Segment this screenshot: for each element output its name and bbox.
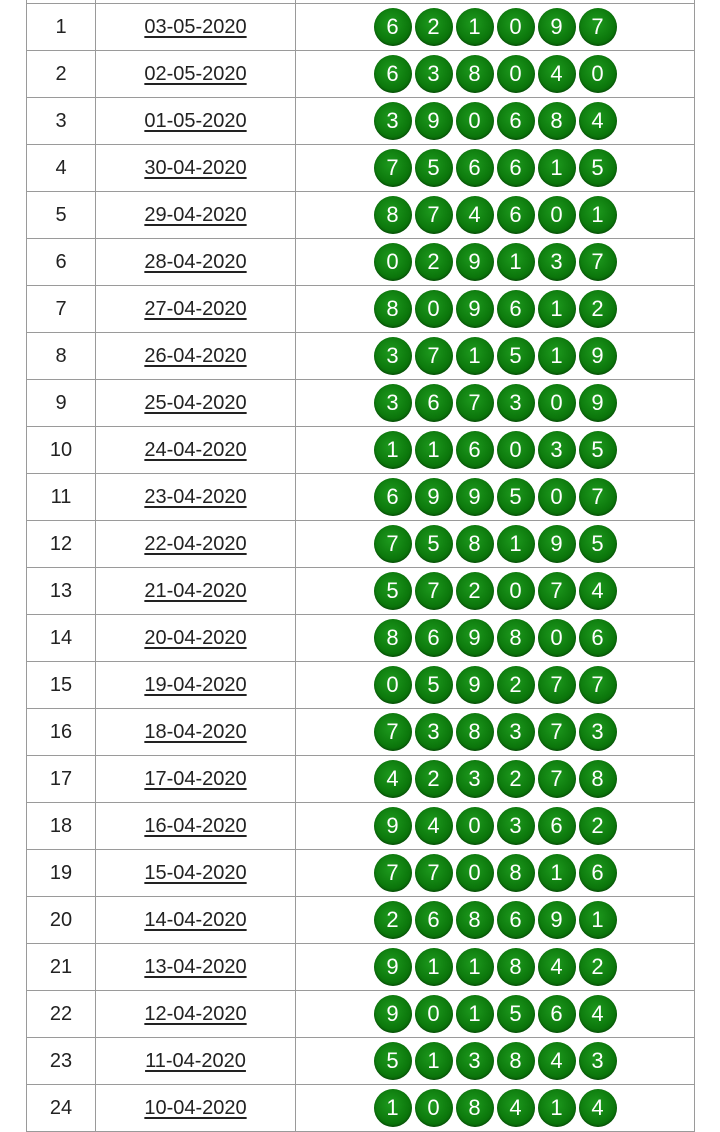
table-row (27, 427, 695, 474)
number-ball: 5 (579, 525, 617, 563)
number-ball: 3 (579, 713, 617, 751)
row-number: 12 (27, 521, 96, 568)
number-ball: 4 (374, 760, 412, 798)
result-balls (296, 807, 694, 845)
row-number: 14 (27, 615, 96, 662)
number-ball: 0 (456, 807, 494, 845)
number-ball: 0 (538, 196, 576, 234)
number-ball: 3 (415, 713, 453, 751)
date-link[interactable]: 18-04-2020 (144, 720, 247, 743)
number-ball: 5 (579, 431, 617, 469)
number-ball: 7 (538, 760, 576, 798)
number-ball: 3 (415, 55, 453, 93)
number-ball: 9 (456, 478, 494, 516)
result-cell (296, 850, 695, 897)
result-cell (296, 1085, 695, 1132)
number-ball: 7 (538, 572, 576, 610)
number-ball: 7 (415, 196, 453, 234)
number-ball: 0 (374, 666, 412, 704)
table-row (27, 709, 695, 756)
result-balls (296, 995, 694, 1033)
number-ball: 0 (538, 478, 576, 516)
result-cell (296, 709, 695, 756)
date-cell (96, 145, 296, 192)
result-cell (296, 333, 695, 380)
result-balls (296, 431, 694, 469)
result-balls (296, 619, 694, 657)
row-number: 20 (27, 897, 96, 944)
number-ball: 1 (538, 290, 576, 328)
number-ball: 7 (456, 384, 494, 422)
result-cell (296, 568, 695, 615)
date-cell (96, 1085, 296, 1132)
date-cell (96, 991, 296, 1038)
number-ball: 0 (538, 619, 576, 657)
number-ball: 8 (538, 102, 576, 140)
row-number: 1 (27, 4, 96, 51)
number-ball: 9 (374, 807, 412, 845)
table-row (27, 991, 695, 1038)
result-balls (296, 55, 694, 93)
date-cell (96, 1038, 296, 1085)
row-number: 21 (27, 944, 96, 991)
date-link[interactable]: 24-04-2020 (144, 438, 247, 461)
results-table-body (27, 0, 695, 1132)
table-row (27, 333, 695, 380)
result-balls (296, 948, 694, 986)
date-link[interactable]: 23-04-2020 (144, 485, 247, 508)
result-cell (296, 474, 695, 521)
result-balls (296, 666, 694, 704)
row-number: 9 (27, 380, 96, 427)
number-ball: 8 (374, 619, 412, 657)
result-cell (296, 427, 695, 474)
result-cell (296, 98, 695, 145)
date-link[interactable]: 19-04-2020 (144, 673, 247, 696)
table-row (27, 286, 695, 333)
date-cell (96, 51, 296, 98)
number-ball: 1 (538, 854, 576, 892)
number-ball: 0 (497, 572, 535, 610)
number-ball: 3 (456, 1042, 494, 1080)
number-ball: 4 (538, 55, 576, 93)
number-ball: 1 (456, 948, 494, 986)
date-link[interactable]: 14-04-2020 (144, 908, 247, 931)
number-ball: 9 (415, 478, 453, 516)
result-cell (296, 521, 695, 568)
table-row (27, 51, 695, 98)
number-ball: 2 (579, 290, 617, 328)
number-ball: 2 (456, 572, 494, 610)
number-ball: 9 (456, 666, 494, 704)
table-row (27, 1038, 695, 1085)
number-ball: 7 (579, 243, 617, 281)
number-ball: 6 (497, 196, 535, 234)
result-balls (296, 901, 694, 939)
number-ball: 6 (374, 8, 412, 46)
number-ball: 1 (579, 901, 617, 939)
number-ball: 8 (456, 525, 494, 563)
number-ball: 2 (579, 948, 617, 986)
number-ball: 4 (456, 196, 494, 234)
number-ball: 3 (538, 243, 576, 281)
date-cell (96, 192, 296, 239)
result-balls (296, 337, 694, 375)
result-balls (296, 149, 694, 187)
result-cell (296, 145, 695, 192)
number-ball: 1 (374, 431, 412, 469)
number-ball: 1 (538, 1089, 576, 1127)
number-ball: 8 (497, 1042, 535, 1080)
number-ball: 8 (579, 760, 617, 798)
result-balls (296, 1089, 694, 1127)
table-row (27, 803, 695, 850)
date-cell (96, 427, 296, 474)
number-ball: 1 (374, 1089, 412, 1127)
number-ball: 6 (415, 619, 453, 657)
row-number: 18 (27, 803, 96, 850)
number-ball: 8 (456, 713, 494, 751)
date-link[interactable]: 22-04-2020 (144, 532, 247, 555)
date-cell (96, 709, 296, 756)
table-row (27, 615, 695, 662)
number-ball: 1 (456, 995, 494, 1033)
date-cell (96, 474, 296, 521)
row-number: 16 (27, 709, 96, 756)
result-balls (296, 1042, 694, 1080)
result-cell (296, 756, 695, 803)
result-cell (296, 286, 695, 333)
table-row (27, 239, 695, 286)
number-ball: 6 (538, 995, 576, 1033)
date-link[interactable]: 26-04-2020 (144, 344, 247, 367)
number-ball: 7 (538, 666, 576, 704)
date-link[interactable]: 11-04-2020 (145, 1049, 246, 1072)
number-ball: 0 (456, 854, 494, 892)
table-row (27, 897, 695, 944)
number-ball: 6 (456, 149, 494, 187)
number-ball: 8 (456, 55, 494, 93)
result-balls (296, 478, 694, 516)
row-number: 22 (27, 991, 96, 1038)
number-ball: 0 (374, 243, 412, 281)
number-ball: 6 (497, 290, 535, 328)
date-link[interactable]: 17-04-2020 (144, 767, 247, 790)
row-number: 4 (27, 145, 96, 192)
row-number: 11 (27, 474, 96, 521)
date-cell (96, 239, 296, 286)
number-ball: 7 (415, 854, 453, 892)
row-number: 13 (27, 568, 96, 615)
result-balls (296, 384, 694, 422)
result-balls (296, 196, 694, 234)
number-ball: 7 (579, 666, 617, 704)
number-ball: 0 (497, 55, 535, 93)
date-cell (96, 333, 296, 380)
number-ball: 7 (374, 149, 412, 187)
result-cell (296, 944, 695, 991)
row-number: 23 (27, 1038, 96, 1085)
number-ball: 4 (579, 102, 617, 140)
row-number: 7 (27, 286, 96, 333)
row-number: 24 (27, 1085, 96, 1132)
number-ball: 3 (538, 431, 576, 469)
number-ball: 9 (374, 995, 412, 1033)
result-balls (296, 525, 694, 563)
result-cell (296, 803, 695, 850)
table-row (27, 850, 695, 897)
number-ball: 1 (415, 1042, 453, 1080)
number-ball: 3 (456, 760, 494, 798)
date-link[interactable]: 15-04-2020 (144, 861, 247, 884)
number-ball: 9 (538, 525, 576, 563)
number-ball: 4 (497, 1089, 535, 1127)
number-ball: 6 (538, 807, 576, 845)
number-ball: 1 (497, 243, 535, 281)
number-ball: 0 (497, 431, 535, 469)
date-link[interactable]: 30-04-2020 (144, 156, 247, 179)
results-table-container (26, 0, 694, 1132)
number-ball: 6 (456, 431, 494, 469)
number-ball: 4 (579, 572, 617, 610)
row-number: 19 (27, 850, 96, 897)
number-ball: 4 (415, 807, 453, 845)
date-cell (96, 897, 296, 944)
date-link[interactable]: 27-04-2020 (144, 297, 247, 320)
number-ball: 8 (456, 1089, 494, 1127)
date-link[interactable]: 01-05-2020 (144, 109, 247, 132)
result-balls (296, 713, 694, 751)
number-ball: 9 (579, 337, 617, 375)
number-ball: 6 (579, 854, 617, 892)
result-cell (296, 991, 695, 1038)
number-ball: 9 (456, 619, 494, 657)
number-ball: 0 (538, 384, 576, 422)
result-cell (296, 192, 695, 239)
number-ball: 1 (538, 337, 576, 375)
number-ball: 6 (497, 102, 535, 140)
number-ball: 6 (415, 901, 453, 939)
number-ball: 9 (415, 102, 453, 140)
date-cell (96, 662, 296, 709)
number-ball: 0 (415, 995, 453, 1033)
number-ball: 6 (415, 384, 453, 422)
number-ball: 7 (579, 8, 617, 46)
table-row (27, 568, 695, 615)
date-cell (96, 803, 296, 850)
number-ball: 6 (497, 149, 535, 187)
table-row (27, 944, 695, 991)
number-ball: 5 (374, 1042, 412, 1080)
result-balls (296, 760, 694, 798)
result-balls (296, 854, 694, 892)
number-ball: 4 (579, 995, 617, 1033)
number-ball: 1 (538, 149, 576, 187)
result-cell (296, 239, 695, 286)
row-number: 8 (27, 333, 96, 380)
number-ball: 7 (579, 478, 617, 516)
table-row (27, 521, 695, 568)
date-link[interactable]: 29-04-2020 (144, 203, 247, 226)
table-row (27, 192, 695, 239)
table-row (27, 474, 695, 521)
number-ball: 2 (497, 666, 535, 704)
result-cell (296, 615, 695, 662)
number-ball: 2 (579, 807, 617, 845)
row-number: 3 (27, 98, 96, 145)
number-ball: 3 (579, 1042, 617, 1080)
number-ball: 8 (497, 619, 535, 657)
date-link[interactable]: 13-04-2020 (144, 955, 247, 978)
date-cell (96, 568, 296, 615)
number-ball: 3 (374, 384, 412, 422)
result-cell (296, 897, 695, 944)
date-link[interactable]: 20-04-2020 (144, 626, 247, 649)
number-ball: 2 (415, 8, 453, 46)
number-ball: 4 (579, 1089, 617, 1127)
date-cell (96, 380, 296, 427)
number-ball: 7 (415, 572, 453, 610)
result-cell (296, 662, 695, 709)
row-number: 6 (27, 239, 96, 286)
date-link[interactable]: 02-05-2020 (144, 62, 247, 85)
date-link[interactable]: 16-04-2020 (144, 814, 247, 837)
number-ball: 1 (579, 196, 617, 234)
row-number: 17 (27, 756, 96, 803)
date-link[interactable]: 03-05-2020 (144, 15, 247, 38)
result-balls (296, 102, 694, 140)
date-cell (96, 850, 296, 897)
number-ball: 6 (579, 619, 617, 657)
date-cell (96, 944, 296, 991)
row-number: 10 (27, 427, 96, 474)
result-balls (296, 290, 694, 328)
number-ball: 9 (538, 901, 576, 939)
date-link[interactable]: 10-04-2020 (144, 1096, 247, 1119)
date-link[interactable]: 21-04-2020 (144, 579, 247, 602)
result-balls (296, 572, 694, 610)
number-ball: 0 (415, 1089, 453, 1127)
date-cell (96, 615, 296, 662)
number-ball: 9 (456, 290, 494, 328)
number-ball: 9 (579, 384, 617, 422)
number-ball: 1 (456, 8, 494, 46)
results-table (26, 0, 695, 1132)
number-ball: 6 (374, 478, 412, 516)
date-cell (96, 4, 296, 51)
number-ball: 3 (374, 337, 412, 375)
table-row (27, 98, 695, 145)
number-ball: 7 (415, 337, 453, 375)
number-ball: 9 (538, 8, 576, 46)
date-cell (96, 521, 296, 568)
number-ball: 5 (415, 525, 453, 563)
date-cell (96, 98, 296, 145)
table-row (27, 380, 695, 427)
result-cell (296, 51, 695, 98)
number-ball: 2 (415, 243, 453, 281)
number-ball: 0 (579, 55, 617, 93)
number-ball: 1 (497, 525, 535, 563)
result-cell (296, 380, 695, 427)
number-ball: 0 (415, 290, 453, 328)
number-ball: 8 (497, 854, 535, 892)
row-number: 15 (27, 662, 96, 709)
number-ball: 0 (456, 102, 494, 140)
table-row (27, 756, 695, 803)
number-ball: 4 (538, 1042, 576, 1080)
table-row (27, 4, 695, 51)
table-row (27, 145, 695, 192)
number-ball: 2 (374, 901, 412, 939)
number-ball: 5 (374, 572, 412, 610)
date-cell (96, 756, 296, 803)
number-ball: 5 (415, 149, 453, 187)
number-ball: 8 (497, 948, 535, 986)
table-row (27, 1085, 695, 1132)
number-ball: 3 (497, 713, 535, 751)
number-ball: 6 (374, 55, 412, 93)
date-link[interactable]: 12-04-2020 (144, 1002, 247, 1025)
number-ball: 7 (374, 713, 412, 751)
number-ball: 7 (538, 713, 576, 751)
number-ball: 2 (415, 760, 453, 798)
number-ball: 5 (497, 478, 535, 516)
date-link[interactable]: 28-04-2020 (144, 250, 247, 273)
date-link[interactable]: 25-04-2020 (144, 391, 247, 414)
number-ball: 8 (374, 196, 412, 234)
number-ball: 3 (374, 102, 412, 140)
number-ball: 0 (497, 8, 535, 46)
number-ball: 7 (374, 854, 412, 892)
number-ball: 6 (497, 901, 535, 939)
number-ball: 9 (374, 948, 412, 986)
row-number: 5 (27, 192, 96, 239)
result-balls (296, 243, 694, 281)
result-balls (296, 8, 694, 46)
number-ball: 3 (497, 807, 535, 845)
number-ball: 9 (456, 243, 494, 281)
result-cell (296, 1038, 695, 1085)
row-number: 2 (27, 51, 96, 98)
number-ball: 1 (415, 431, 453, 469)
number-ball: 1 (456, 337, 494, 375)
result-cell (296, 4, 695, 51)
number-ball: 5 (497, 337, 535, 375)
number-ball: 5 (579, 149, 617, 187)
date-cell (96, 286, 296, 333)
number-ball: 5 (497, 995, 535, 1033)
number-ball: 4 (538, 948, 576, 986)
number-ball: 2 (497, 760, 535, 798)
number-ball: 8 (374, 290, 412, 328)
number-ball: 3 (497, 384, 535, 422)
number-ball: 1 (415, 948, 453, 986)
number-ball: 7 (374, 525, 412, 563)
number-ball: 8 (456, 901, 494, 939)
table-row (27, 662, 695, 709)
number-ball: 5 (415, 666, 453, 704)
